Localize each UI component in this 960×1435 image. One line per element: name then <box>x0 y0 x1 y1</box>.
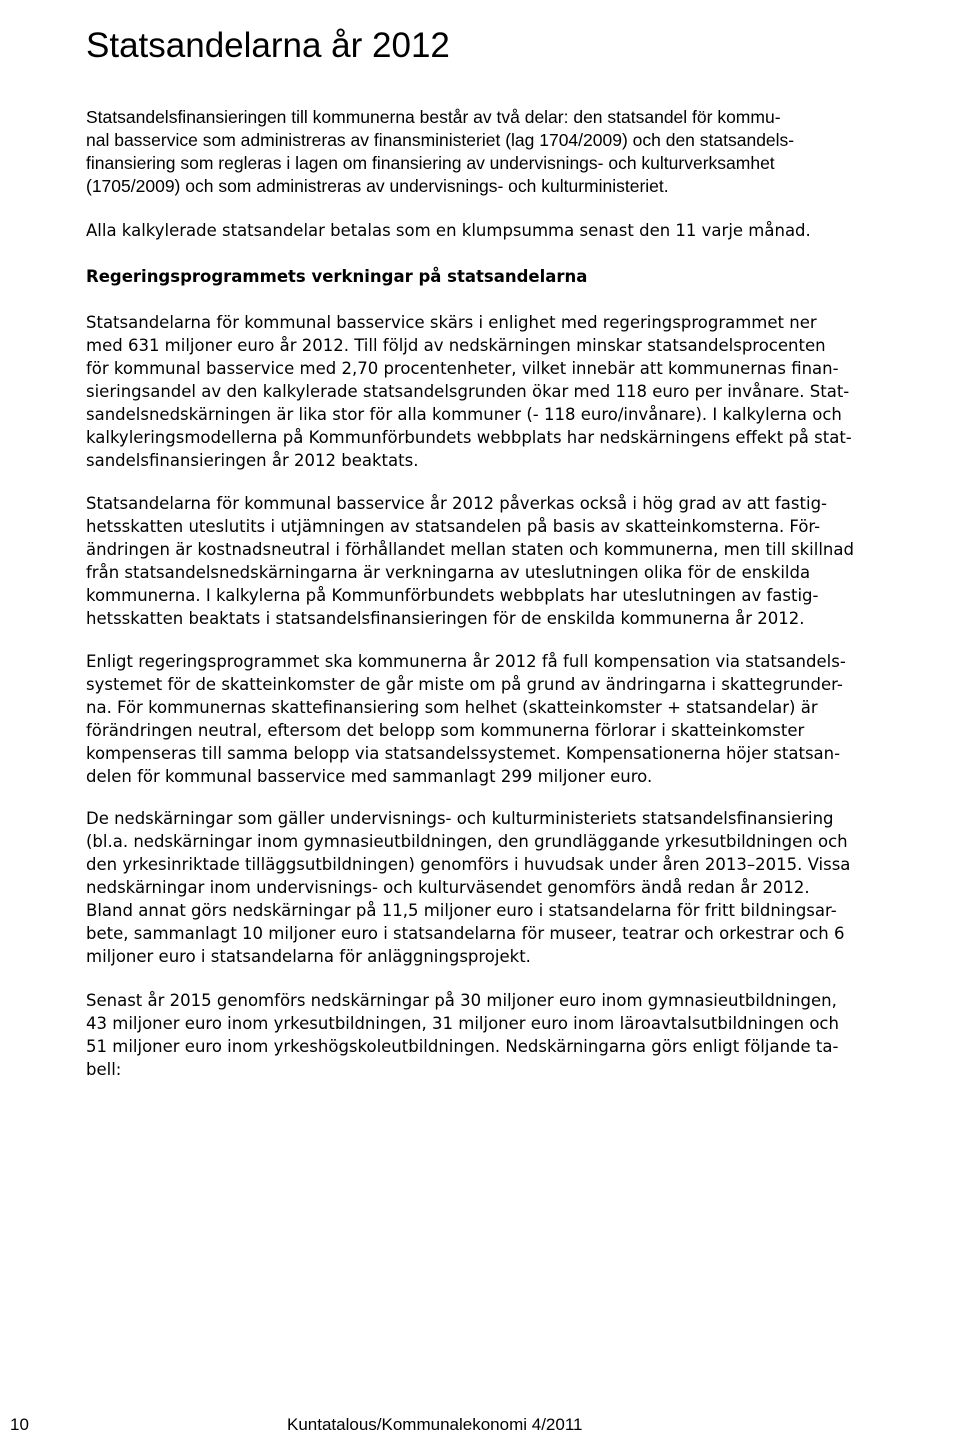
text-line: förändringen neutral, eftersom det belopp som kommunerna förlorar i skatteinkomster <box>86 721 805 740</box>
text-line: nal basservice som administreras av finansministeriet (lag 1704/2009) och den statsandels- <box>86 130 795 150</box>
text-line: (bl.a. nedskärningar inom gymnasieutbildningen, den grundläggande yrkesutbildningen och <box>86 832 848 851</box>
text-line: De nedskärningar som gäller undervisnings- och kulturministeriets statsandelsfinansiering <box>86 809 834 828</box>
text-line: sandelsfinansieringen år 2012 beaktats. <box>86 451 419 470</box>
text-line: ändringen är kostnadsneutral i förhållandet mellan staten och kommunerna, men till skillnad <box>86 540 854 559</box>
publication-name: Kuntatalous/Kommunalekonomi 4/2011 <box>287 1415 583 1434</box>
text-line: (1705/2009) och som administreras av undervisnings- och kulturministeriet. <box>86 176 669 196</box>
page-title: Statsandelarna år 2012 <box>86 26 450 65</box>
payment-paragraph <box>86 219 811 242</box>
text-line: från statsandelsnedskärningarna är verkningarna av uteslutningen olika för de enskilda <box>86 563 811 582</box>
text-line: na. För kommunernas skattefinansiering som helhet (skatteinkomster + statsandelar) är <box>86 698 818 717</box>
text-line: hetsskatten beaktats i statsandelsfinansieringen för de enskilda kommunerna år 2012. <box>86 609 805 628</box>
text-line: kommunerna. I kalkylerna på Kommunförbundets webbplats har uteslutningen av fastig- <box>86 586 819 605</box>
page-number: 10 <box>10 1415 29 1434</box>
text-line: för kommunal basservice med 2,70 procentenheter, vilket innebär att kommunernas finan- <box>86 359 839 378</box>
body-paragraph-5 <box>86 989 839 1081</box>
text-line: nedskärningar inom undervisnings- och kulturväsendet genomförs ändå redan år 2012. <box>86 878 810 897</box>
text-line: systemet för de skatteinkomster de går miste om på grund av ändringarna i skattegrunder- <box>86 675 843 694</box>
text-line: Statsandelsfinansieringen till kommunerna består av två delar: den statsandel för kommu- <box>86 107 781 127</box>
text-line: bete, sammanlagt 10 miljoner euro i statsandelarna för museer, teatrar och orkestrar och 6 <box>86 924 845 943</box>
text-line: Statsandelarna för kommunal basservice skärs i enlighet med regeringsprogrammet ner <box>86 313 817 332</box>
text-line: bell: <box>86 1060 122 1079</box>
intro-paragraph <box>86 106 794 198</box>
text-line: Bland annat görs nedskärningar på 11,5 miljoner euro i statsandelarna för fritt bildningsar- <box>86 901 837 920</box>
text-line: 43 miljoner euro inom yrkesutbildningen, 31 miljoner euro inom läroavtalsutbildningen och <box>86 1014 839 1033</box>
text-line: Enligt regeringsprogrammet ska kommunerna år 2012 få full kompensation via statsandels- <box>86 652 846 671</box>
text-line: sandelsnedskärningen är lika stor för alla kommuner (- 118 euro/invånare). I kalkylerna och <box>86 405 842 424</box>
text-line: 51 miljoner euro inom yrkeshögskoleutbildningen. Nedskärningarna görs enligt följande ta- <box>86 1037 839 1056</box>
text-line: delen för kommunal basservice med sammanlagt 299 miljoner euro. <box>86 767 653 786</box>
text-line: Statsandelarna för kommunal basservice år 2012 påverkas också i hög grad av att fastig- <box>86 494 827 513</box>
text-line: kompenseras till samma belopp via statsandelssystemet. Kompensationerna höjer statsan- <box>86 744 841 763</box>
text-line: hetsskatten uteslutits i utjämningen av statsandelen på basis av skatteinkomsterna. För- <box>86 517 821 536</box>
body-paragraph-3 <box>86 650 846 788</box>
body-paragraph-4 <box>86 807 850 968</box>
text-line: Alla kalkylerade statsandelar betalas som en klumpsumma senast den 11 varje månad. <box>86 221 811 240</box>
body-paragraph-1 <box>86 311 852 472</box>
text-line: finansiering som regleras i lagen om finansiering av undervisnings- och kulturverksamhet <box>86 153 775 173</box>
section-heading: Regeringsprogrammets verkningar på statsandelarna <box>86 267 588 286</box>
body-paragraph-2 <box>86 492 854 630</box>
text-line: med 631 miljoner euro år 2012. Till följd av nedskärningen minskar statsandelsprocenten <box>86 336 826 355</box>
text-line: den yrkesinriktade tilläggsutbildningen) genomförs i huvudsak under åren 2013–2015. Vissa <box>86 855 851 874</box>
text-line: sieringsandel av den kalkylerade statsandelsgrunden ökar med 118 euro per invånare. Stat- <box>86 382 850 401</box>
text-line: miljoner euro i statsandelarna för anläggningsprojekt. <box>86 947 531 966</box>
text-line: Senast år 2015 genomförs nedskärningar på 30 miljoner euro inom gymnasieutbildningen, <box>86 991 837 1010</box>
text-line: kalkyleringsmodellerna på Kommunförbundets webbplats har nedskärningens effekt på stat- <box>86 428 852 447</box>
